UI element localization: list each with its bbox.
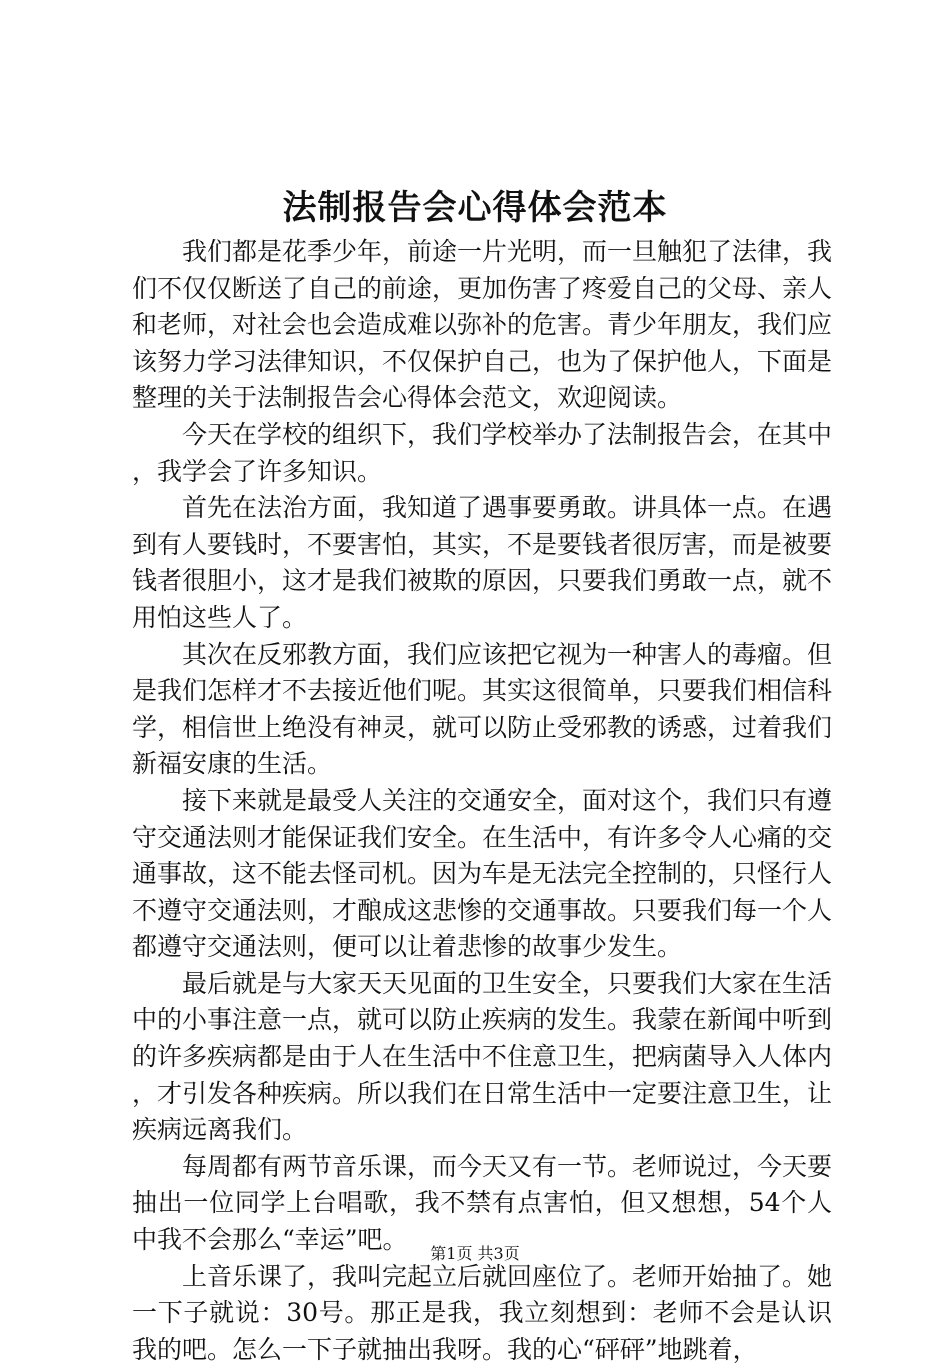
paragraph-law: 首先在法治方面，我知道了遇事要勇敢。讲具体一点。在遇到有人要钱时，不要害怕，其实，不是要钱者很厉害，而是被要钱者很胆小，这才是我们被欺的原因，只要我们勇敢一点，就不用怕这些人了。 <box>132 493 833 632</box>
paragraph-hygiene-safety: 最后就是与大家天天见面的卫生安全，只要我们大家在生活中的小事注意一点，就可以防止疾病的发生。我蒙在新闻中听到的许多疾病都是由于人在生活中不住意卫生，把病菌导入人体内，才引发各种疾病。所以我们在日常生活中一定要注意卫生，让疾病远离我们。 <box>132 968 833 1145</box>
paragraph-intro: 我们都是花季少年，前途一片光明，而一旦触犯了法律，我们不仅仅断送了自己的前途，更加伤害了疼爱自己的父母、亲人和老师，对社会也会造成难以弥补的危害。青少年朋友，我们应该努力学习法律知识，不仅保护自己，也为了保护他人，下面是整理的关于法制报告会心得体会范文，欢迎阅读。 <box>132 237 833 413</box>
paragraph-anti-cult: 其次在反邪教方面，我们应该把它视为一种害人的毒瘤。但是我们怎样才不去接近他们呢。其实这很简单，只要我们相信科学，相信世上绝没有神灵，就可以防止受邪教的诱惑，过着我们新福安康的生活。 <box>132 639 833 779</box>
paragraph-music-class: 每周都有两节音乐课，而今天又有一节。老师说过，今天要抽出一位同学上台唱歌，我不禁有点害怕，但又想想，54个人中我不会那么“幸运”吧。 <box>132 1151 833 1255</box>
document-title: 法制报告会心得体会范本 <box>282 188 668 228</box>
page-number-footer: 第1页 共3页 <box>430 1244 520 1263</box>
paragraph-traffic-safety: 接下来就是最受人关注的交通安全，面对这个，我们只有遵守交通法则才能保证我们安全。在生活中，有许多令人心痛的交通事故，这不能去怪司机。因为车是无法完全控制的，只怪行人不遵守交通法则，才酿成这悲惨的交通事故。只要我们每一个人都遵守交通法则，便可以让着悲惨的故事少发生。 <box>132 785 833 962</box>
document-body <box>132 234 832 1368</box>
paragraph-music-draw: 上音乐课了，我叫完起立后就回座位了。老师开始抽了。她一下子就说：30号。那正是我，我立刻想到：老师不会是认识我的吧。怎么一下子就抽出我呀。我的心“砰砰”地跳着， <box>132 1261 833 1364</box>
paragraph-report-meeting: 今天在学校的组织下，我们学校举办了法制报告会，在其中，我学会了许多知识。 <box>132 419 833 486</box>
